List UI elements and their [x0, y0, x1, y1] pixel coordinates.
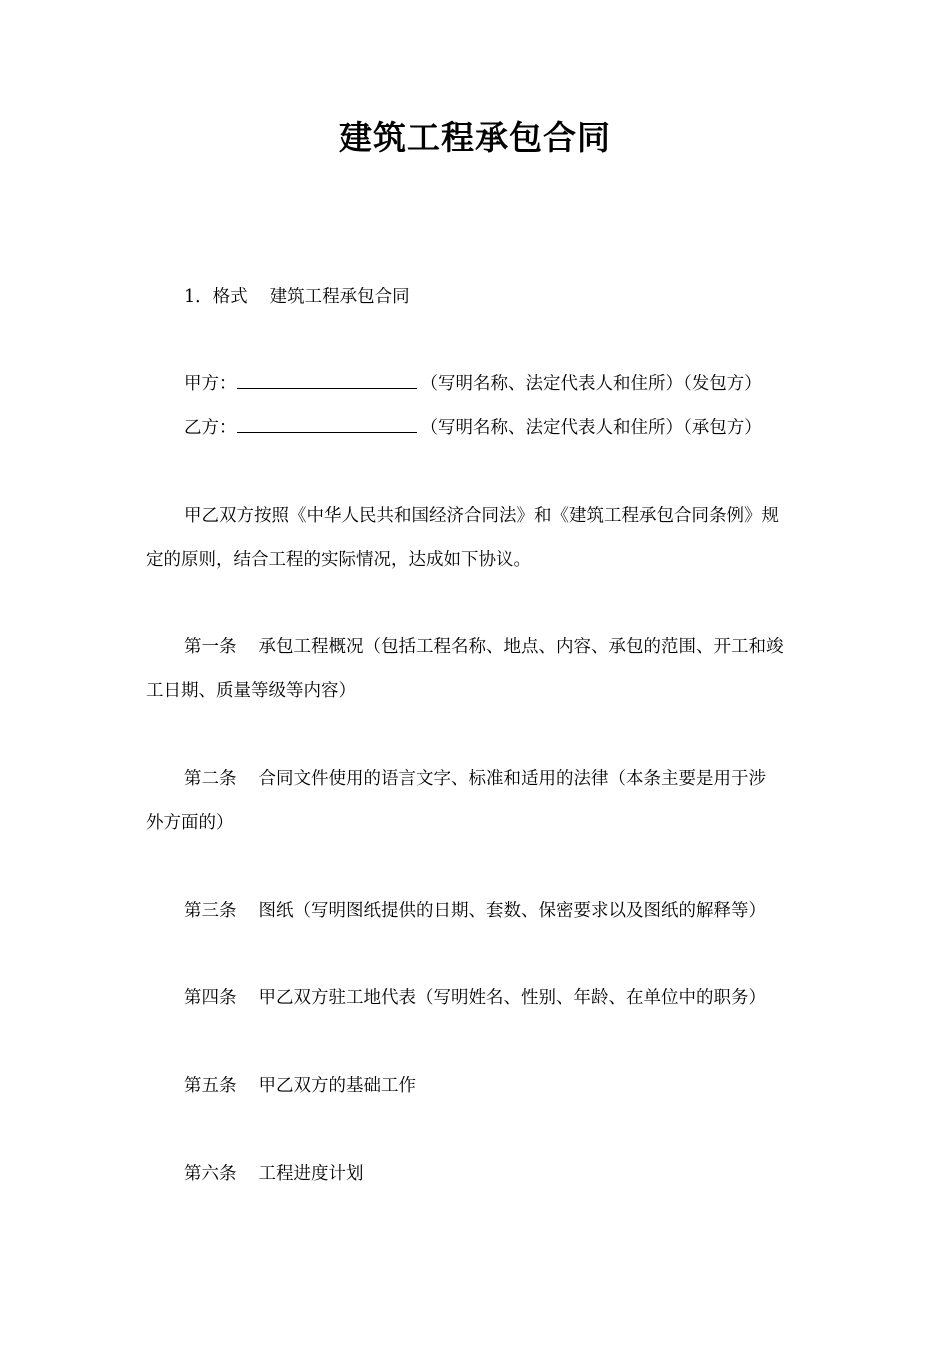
article-1-line-1 [184, 636, 854, 658]
article-4-line [184, 987, 854, 1009]
article-1-number: 第一条 [184, 637, 237, 657]
article-6-number: 第六条 [184, 1164, 237, 1184]
article-3-text: 图纸（写明图纸提供的日期、套数、保密要求以及图纸的解释等） [258, 901, 766, 921]
article-4-text: 甲乙双方驻工地代表（写明姓名、性别、年龄、在单位中的职务） [258, 988, 766, 1008]
article-2-line-1 [184, 768, 854, 790]
format-label: 格式 [212, 287, 248, 307]
article-2-line-2: 外方面的） [146, 813, 234, 833]
party-a-label: 甲方： [184, 374, 237, 394]
article-5-line [184, 1075, 854, 1097]
party-a-note: （写明名称、法定代表人和住所）（发包方） [420, 374, 762, 394]
party-b-line [184, 416, 854, 439]
article-4-number: 第四条 [184, 988, 237, 1008]
party-a-line [184, 372, 854, 395]
article-5-number: 第五条 [184, 1076, 237, 1096]
article-6-line [184, 1163, 854, 1185]
article-1-line-2: 工日期、质量等级等内容） [146, 681, 356, 701]
article-5-text: 甲乙双方的基础工作 [258, 1076, 416, 1096]
party-b-label: 乙方： [184, 418, 237, 438]
article-3-line [184, 900, 854, 922]
party-b-note: （写明名称、法定代表人和住所）（承包方） [420, 418, 762, 438]
format-number: 1． [184, 287, 213, 307]
article-1-text: 承包工程概况（包括工程名称、地点、内容、承包的范围、开工和竣 [258, 637, 784, 657]
preamble-line-1: 甲乙双方按照《中华人民共和国经济合同法》和《建筑工程承包合同条例》规 [184, 506, 779, 526]
format-line [184, 286, 854, 308]
format-name: 建筑工程承包合同 [269, 287, 410, 307]
document-title: 建筑工程承包合同 [339, 118, 611, 157]
article-2-text: 合同文件使用的语言文字、标准和适用的法律（本条主要是用于涉 [258, 769, 766, 789]
party-a-blank [237, 372, 417, 389]
article-6-text: 工程进度计划 [258, 1164, 364, 1184]
party-b-blank [237, 416, 417, 433]
preamble-line-2: 定的原则，结合工程的实际情况，达成如下协议。 [146, 550, 531, 570]
article-3-number: 第三条 [184, 901, 237, 921]
article-2-number: 第二条 [184, 769, 237, 789]
